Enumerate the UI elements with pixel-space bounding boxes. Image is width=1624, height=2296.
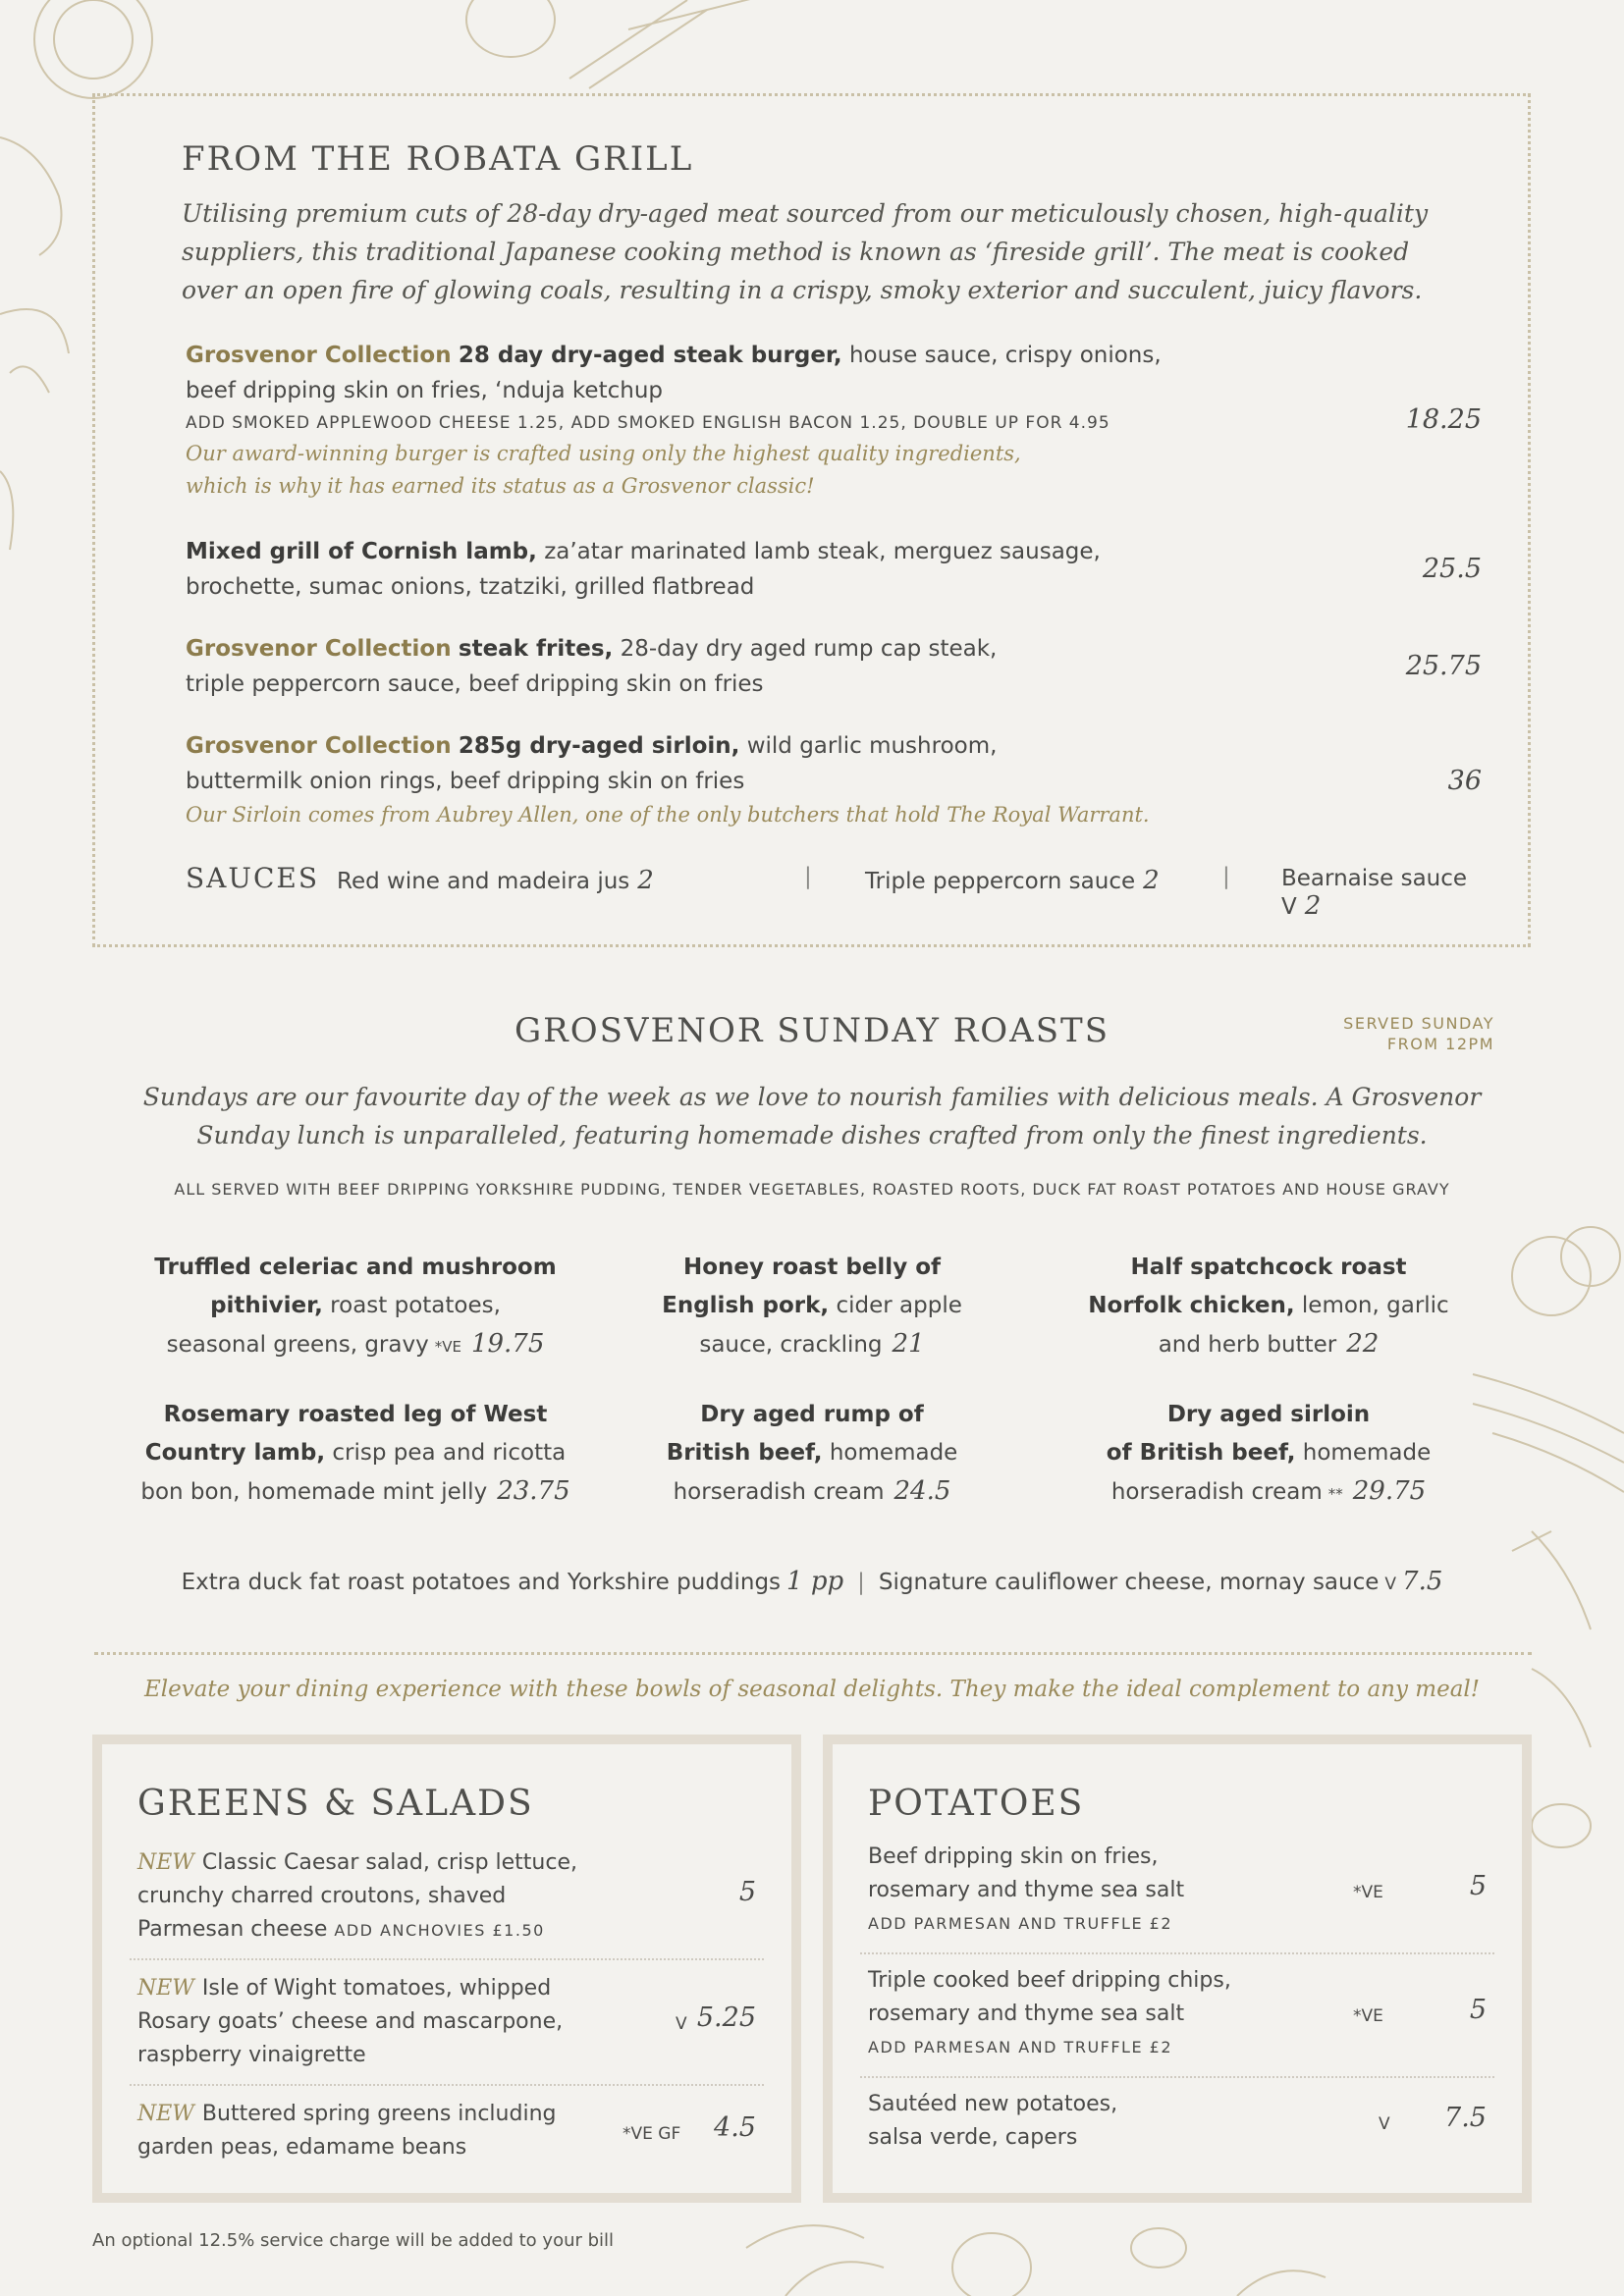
robata-intro: Utilising premium cuts of 28-day dry-aged meat sourced from our meticulously chosen, high-quality suppliers, this traditional Japanese cooking method is known as ‘fireside grill’. The meat is cooked over an open fire of glowing coals, resulting in a crispy, smoky exterior and succulent, juicy flavors. xyxy=(182,199,1429,304)
roast-item-pork-belly[interactable]: Honey roast belly of English pork, cider apple sauce, crackling 21 xyxy=(662,1255,962,1359)
roast-item-celeriac-pithivier[interactable]: Truffled celeriac and mushroom pithivier, roast potatoes, seasonal greens, gravy *VE 19.75 xyxy=(154,1255,557,1359)
new-badge: NEW xyxy=(137,1850,194,1875)
divider-bar: | xyxy=(857,1570,865,1595)
side-item-triple-cooked-chips[interactable]: Triple cooked beef dripping chips, rosemary and thyme sea salt ADD PARMESAN AND TRUFFLE £2 *VE 5 xyxy=(868,1964,1496,2064)
item-name: steak frites, xyxy=(458,636,614,662)
menu-item-steak-frites[interactable] xyxy=(186,631,1482,702)
item-desc: buttermilk onion rings, beef dripping skin on fries xyxy=(186,769,745,794)
item-desc: wild garlic mushroom, xyxy=(746,733,998,759)
side-item-caesar-salad[interactable]: NEW Classic Caesar salad, crisp lettuce, crunchy charred croutons, shaved Parmesan cheese ADD ANCHOVIES £1.50 5 xyxy=(137,1850,756,1942)
dietary-mark: V xyxy=(676,2014,687,2034)
item-price: 1 pp xyxy=(786,1567,844,1596)
dietary-mark: V xyxy=(1281,894,1297,920)
brand-label: Grosvenor Collection xyxy=(186,636,452,662)
item-price: 18.25 xyxy=(1405,404,1482,435)
roast-item-sirloin-of-beef[interactable]: Dry aged sirloin of British beef, homemade horseradish cream ** 29.75 xyxy=(1106,1402,1432,1506)
divider-bar: | xyxy=(804,864,812,889)
item-name: 28 day dry-aged steak burger, xyxy=(458,343,842,368)
sunday-intro: Sundays are our favourite day of the week as we love to nourish families with delicious meals. A Grosvenor Sunday lunch is unparalleled, featuring homemade dishes crafted from only the finest ingredients. xyxy=(142,1083,1482,1149)
robata-grill-section xyxy=(92,93,1531,947)
sauce-item-bearnaise[interactable]: Bearnaise sauce V 2 xyxy=(1281,866,1468,921)
item-desc: brochette, sumac onions, tzatziki, grilled flatbread xyxy=(186,574,755,600)
new-badge: NEW xyxy=(137,2102,194,2126)
item-price: 23.75 xyxy=(497,1476,570,1506)
divider-bar: | xyxy=(1222,864,1230,889)
sauces-row xyxy=(186,862,1482,921)
potatoes-box xyxy=(823,1735,1532,2203)
potatoes-title: POTATOES xyxy=(868,1784,1085,1824)
brand-label: Grosvenor Collection xyxy=(186,733,452,759)
item-divider xyxy=(130,1958,764,1960)
dietary-mark: *VE xyxy=(1353,1883,1383,1902)
sauce-price: 2 xyxy=(1143,866,1160,895)
item-price: 22 xyxy=(1346,1329,1380,1359)
item-price: 25.5 xyxy=(1422,554,1482,584)
side-item-spring-greens[interactable]: NEW Buttered spring greens including garden peas, edamame beans *VE GF 4.5 xyxy=(137,2102,756,2160)
brand-label: Grosvenor Collection xyxy=(186,343,452,368)
item-addon: ADD PARMESAN AND TRUFFLE £2 xyxy=(868,1914,1173,1933)
item-price: 36 xyxy=(1447,766,1482,796)
menu-item-steak-burger[interactable] xyxy=(186,338,1482,503)
item-note: which is why it has earned its status as a Grosvenor classic! xyxy=(186,474,815,498)
item-desc: 28-day dry aged rump cap steak, xyxy=(620,636,998,662)
side-item-skin-on-fries[interactable]: Beef dripping skin on fries, rosemary and thyme sea salt ADD PARMESAN AND TRUFFLE £2 *VE 5 xyxy=(868,1841,1496,1941)
robata-title: FROM THE ROBATA GRILL xyxy=(182,139,694,179)
item-price: 7.5 xyxy=(1444,2103,1487,2133)
item-price: 24.5 xyxy=(893,1476,951,1506)
sunday-extras-row xyxy=(0,1567,1624,1596)
menu-item-mixed-grill[interactable] xyxy=(186,534,1482,605)
item-addon: ADD ANCHOVIES £1.50 xyxy=(334,1921,545,1940)
dietary-mark: ** xyxy=(1327,1485,1343,1503)
item-divider xyxy=(130,2084,764,2086)
sauce-item-red-wine[interactable]: Red wine and madeira jus 2 xyxy=(337,866,654,895)
menu-item-sirloin[interactable] xyxy=(186,728,1482,831)
item-price: 5 xyxy=(1469,1871,1487,1901)
roast-item-spatchcock-chicken[interactable]: Half spatchcock roast Norfolk chicken, lemon, garlic and herb butter 22 xyxy=(1088,1255,1449,1359)
dietary-mark: V xyxy=(1384,1575,1397,1594)
item-price: 29.75 xyxy=(1352,1476,1427,1506)
item-note: Our Sirloin comes from Aubrey Allen, one of the only butchers that hold The Royal Warrant. xyxy=(186,803,1150,827)
service-charge-note: An optional 12.5% service charge will be added to your bill xyxy=(92,2230,615,2251)
dietary-mark: *VE xyxy=(1353,2006,1383,2026)
dietary-mark: *VE xyxy=(434,1338,461,1356)
item-desc: triple peppercorn sauce, beef dripping skin on fries xyxy=(186,671,764,697)
item-name: 285g dry-aged sirloin, xyxy=(458,733,740,759)
sauce-price: 2 xyxy=(1304,891,1322,921)
side-item-isle-of-wight-tomatoes[interactable]: NEW Isle of Wight tomatoes, whipped Rosary goats’ cheese and mascarpone, raspberry vinaigrette V 5.25 xyxy=(137,1976,756,2067)
greens-salads-box xyxy=(92,1735,801,2203)
item-desc: house sauce, crispy onions, xyxy=(848,343,1162,368)
item-addon: ADD SMOKED APPLEWOOD CHEESE 1.25, ADD SMOKED ENGLISH BACON 1.25, DOUBLE UP FOR 4.95 xyxy=(186,413,1110,433)
roast-item-rump-of-beef[interactable]: Dry aged rump of British beef, homemade horseradish cream 24.5 xyxy=(666,1402,958,1506)
sunday-roasts-title: GROSVENOR SUNDAY ROASTS xyxy=(514,1011,1110,1050)
item-price: 5 xyxy=(738,1877,756,1907)
sauces-title: SAUCES xyxy=(186,862,320,894)
item-divider xyxy=(860,1952,1494,1954)
side-item-sauteed-potatoes[interactable]: Sautéed new potatoes, salsa verde, capers V 7.5 xyxy=(868,2092,1487,2150)
greens-title: GREENS & SALADS xyxy=(137,1784,534,1824)
sunday-served-with-note: ALL SERVED WITH BEEF DRIPPING YORKSHIRE PUDDING, TENDER VEGETABLES, ROASTED ROOTS, DUCK FAT ROAST POTATOES AND HOUSE GRAVY xyxy=(174,1180,1450,1199)
item-price: 19.75 xyxy=(470,1329,545,1359)
roast-item-leg-of-lamb[interactable]: Rosemary roasted leg of West Country lamb, crisp pea and ricotta bon bon, homemade mint jelly 23.75 xyxy=(140,1402,570,1506)
dietary-mark: V xyxy=(1379,2114,1390,2134)
item-desc: beef dripping skin on fries, ‘nduja ketchup xyxy=(186,378,663,403)
sides-intro: Elevate your dining experience with these bowls of seasonal delights. They make the ideal complement to any meal! xyxy=(143,1677,1481,1702)
item-addon: ADD PARMESAN AND TRUFFLE £2 xyxy=(868,2038,1173,2056)
extra-item-cauliflower-cheese[interactable]: Signature cauliflower cheese, mornay sauce V 7.5 xyxy=(878,1567,1443,1596)
dietary-mark: *VE GF xyxy=(623,2124,681,2144)
item-price: 21 xyxy=(892,1329,925,1359)
extra-item-potatoes-yorkshire[interactable]: Extra duck fat roast potatoes and Yorkshire puddings 1 pp xyxy=(181,1567,844,1596)
sauce-price: 2 xyxy=(637,866,654,895)
item-price: 5 xyxy=(1469,1995,1487,2025)
sauce-item-peppercorn[interactable]: Triple peppercorn sauce 2 xyxy=(865,866,1160,895)
item-name: Mixed grill of Cornish lamb, xyxy=(186,539,537,564)
item-price: 5.25 xyxy=(696,2002,756,2033)
item-price: 25.75 xyxy=(1405,651,1482,681)
item-note: Our award-winning burger is crafted using only the highest quality ingredients, xyxy=(186,442,1021,465)
item-desc: za’atar marinated lamb steak, merguez sausage, xyxy=(544,539,1101,564)
served-times-badge: SERVED SUNDAY FROM 12PM xyxy=(1343,1014,1494,1053)
new-badge: NEW xyxy=(137,1976,194,2001)
item-price: 4.5 xyxy=(714,2112,756,2143)
item-price: 7.5 xyxy=(1402,1567,1443,1596)
item-divider xyxy=(860,2076,1494,2078)
section-divider xyxy=(94,1652,1532,1655)
